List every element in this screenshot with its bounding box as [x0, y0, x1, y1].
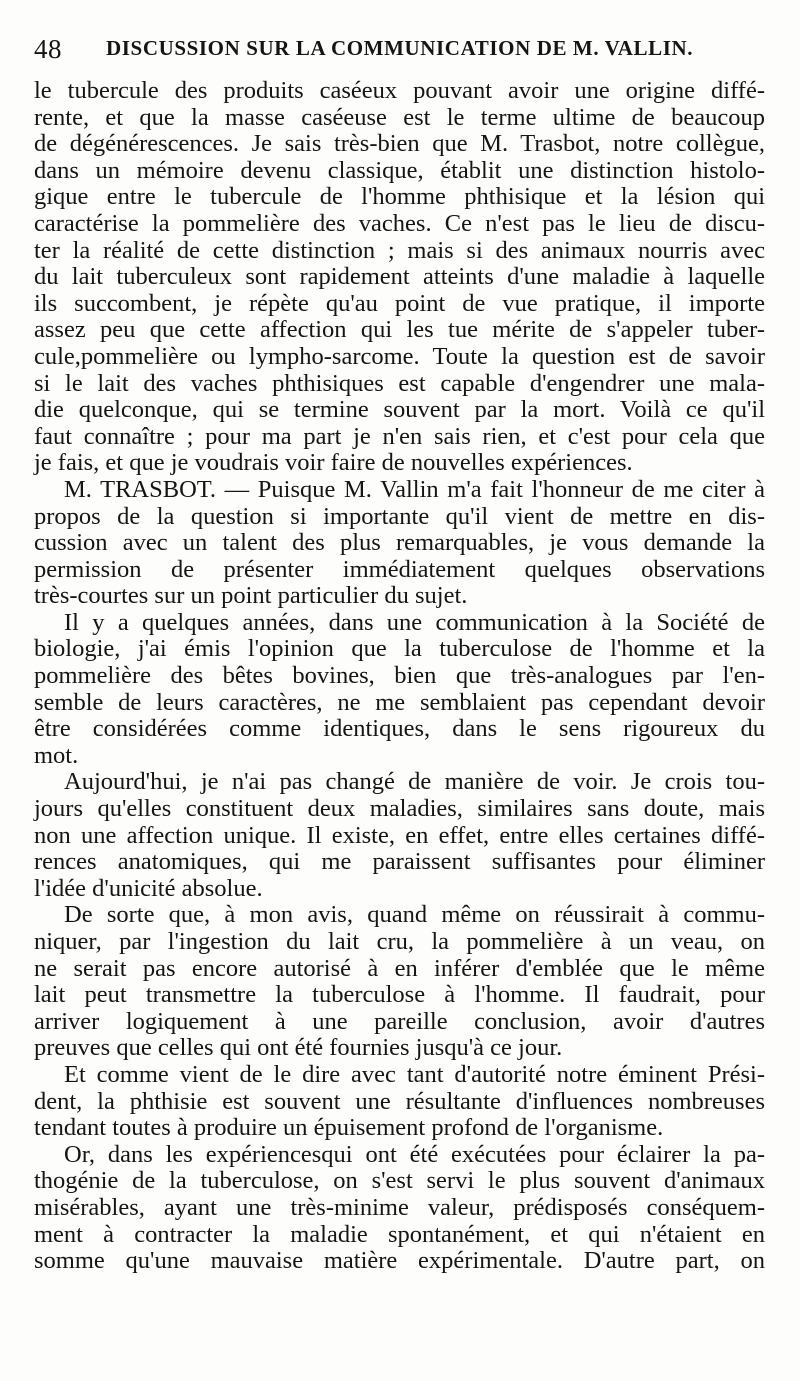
text-line: Et comme vient de le dire avec tant d'autorité notre éminent Prési- — [64, 1060, 765, 1088]
text-line: mot. — [34, 741, 79, 769]
text-line: De sorte que, à mon avis, quand même on réussirait à commu- — [64, 901, 765, 929]
text-line: ment à contracter la maladie spontanément, et qui n'étaient en — [34, 1220, 765, 1248]
text-line: pommelière des bêtes bovines, bien que très-analogues par l'en- — [34, 662, 765, 690]
text-line: ne serait pas encore autorisé à en inférer d'emblée que le même — [34, 954, 765, 982]
text-line: de dégénérescences. Je sais très-bien que M. Trasbot, notre collègue, — [34, 130, 765, 158]
text-line: très-courtes sur un point particulier du sujet. — [34, 582, 468, 610]
text-line: biologie, j'ai émis l'opinion que la tuberculose de l'homme et la — [34, 635, 765, 663]
text-line: faut connaître ; pour ma part je n'en sais rien, et c'est pour cela que — [34, 422, 765, 450]
text-line: rences anatomiques, qui me paraissent suffisantes pour éliminer — [34, 848, 765, 876]
text-line: misérables, ayant une très-minime valeur, prédisposés conséquem- — [34, 1193, 765, 1221]
text-line: être considérées comme identiques, dans le sens rigoureux du — [34, 715, 765, 743]
text-line: Or, dans les expériencesqui ont été exécutées pour éclairer la pa- — [64, 1140, 765, 1168]
body-text — [34, 78, 765, 1275]
text-line: preuves que celles qui ont été fournies jusqu'à ce jour. — [34, 1034, 563, 1062]
text-line: ter la réalité de cette distinction ; mais si des animaux nourris avec — [34, 236, 765, 264]
text-line: assez peu que cette affection qui les tue mérite de s'appeler tuber- — [34, 316, 765, 344]
text-line: je fais, et que je voudrais voir faire de nouvelles expériences. — [34, 449, 633, 477]
text-line: l'idée d'unicité absolue. — [34, 874, 263, 902]
text-line: cule,pommelière ou lympho-sarcome. Toute la question est de savoir — [34, 342, 765, 370]
text-line: jours qu'elles constituent deux maladies, similaires sans doute, mais — [34, 795, 765, 823]
text-line: dent, la phthisie est souvent une résultante d'influences nombreuses — [34, 1087, 765, 1115]
text-line: rente, et que la masse caséeuse est le terme ultime de beaucoup — [34, 103, 765, 131]
text-line: gique entre le tubercule de l'homme phthisique et la lésion qui — [34, 183, 765, 211]
page-header — [30, 34, 770, 70]
text-line: die quelconque, qui se termine souvent par la mort. Voilà ce qu'il — [34, 396, 765, 424]
text-line: lait peut transmettre la tuberculose à l'homme. Il faudrait, pour — [34, 981, 765, 1009]
text-line: propos de la question si importante qu'il vient de mettre en dis- — [34, 502, 765, 530]
text-line: niquer, par l'ingestion du lait cru, la pommelière à un veau, on — [34, 928, 765, 955]
text-line: du lait tuberculeux sont rapidement atteints d'une maladie à laquelle — [34, 263, 765, 291]
text-line: dans un mémoire devenu classique, établit une distinction histolo- — [34, 156, 765, 184]
text-line: caractérise la pommelière des vaches. Ce n'est pas le lieu de discu- — [34, 209, 765, 237]
text-line: thogénie de la tuberculose, on s'est servi le plus souvent d'animaux — [34, 1167, 765, 1195]
text-line: le tubercule des produits caséeux pouvant avoir une origine diffé- — [34, 77, 765, 104]
text-line: Il y a quelques années, dans une communication à la Société de — [64, 608, 765, 636]
text-line: Aujourd'hui, je n'ai pas changé de manière de voir. Je crois tou- — [64, 768, 765, 796]
text-line: cussion avec un talent des plus remarquables, je vous demande la — [34, 529, 765, 557]
text-line: semble de leurs caractères, ne me semblaient pas cependant devoir — [34, 688, 765, 716]
text-line: non une affection unique. Il existe, en effet, entre elles certaines diffé- — [34, 821, 765, 849]
text-line: si le lait des vaches phthisiques est capable d'engendrer une mala- — [34, 369, 765, 397]
text-line: tendant toutes à produire un épuisement profond de l'organisme. — [34, 1114, 664, 1142]
text-line: somme qu'une mauvaise matière expérimentale. D'autre part, on — [34, 1247, 765, 1275]
running-head: DISCUSSION SUR LA COMMUNICATION DE M. VALLIN. — [106, 36, 694, 60]
page-number: 48 — [34, 34, 62, 64]
text-line: M. TRASBOT. — Puisque M. Vallin m'a fait l'honneur de me citer à — [64, 475, 765, 503]
text-line: permission de présenter immédiatement quelques observations — [34, 555, 765, 583]
text-line: ils succombent, je répète qu'au point de vue pratique, il importe — [34, 289, 765, 317]
text-line: arriver logiquement à une pareille conclusion, avoir d'autres — [34, 1007, 765, 1035]
